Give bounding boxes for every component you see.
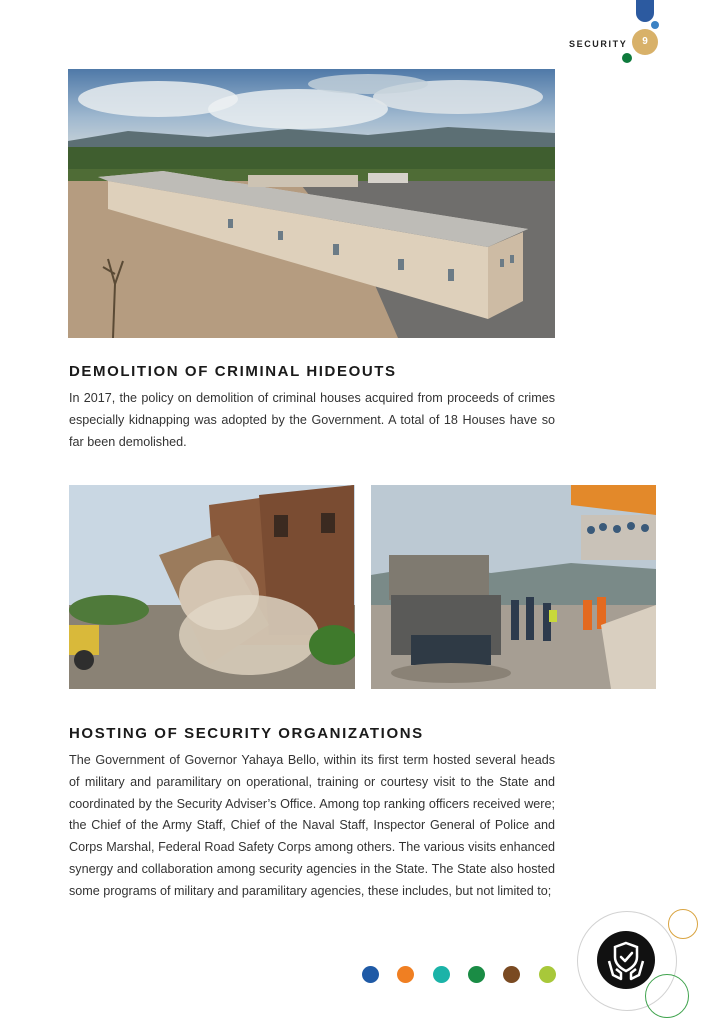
footer-dot	[468, 966, 485, 983]
footer-dot	[539, 966, 556, 983]
footer-dot	[433, 966, 450, 983]
header-decoration-pill	[636, 0, 654, 22]
shield-hands-icon	[597, 931, 655, 989]
section-heading-demolition: DEMOLITION OF CRIMINAL HIDEOUTS	[69, 363, 397, 380]
bulldozer-crowd-photo	[371, 485, 656, 689]
header-decoration-dot	[622, 53, 632, 63]
footer-dot	[397, 966, 414, 983]
hosting-paragraph: The Government of Governor Yahaya Bello, within its first term hosted several heads of military and paramilitary on operational, training or courtesy visit to the State and coordinated by the Security Adviser’s Office. Among top ranking officers received were; the Chief of the Army Staff, Chief of the Naval Staff, Inspector General of Police and Corps Marshal, Federal Road Safety Corps among others. The various visits enhanced synergy and collaboration among security agencies in the State. The State also hosted some programs of military and paramilitary agencies, these includes, but not limited to;	[69, 753, 555, 898]
section-label: SECURITY	[569, 39, 628, 49]
page-number: 9	[632, 29, 658, 55]
footer-dot	[503, 966, 520, 983]
demolition-photo	[69, 485, 355, 689]
building-photo	[68, 69, 555, 338]
section-heading-hosting: HOSTING OF SECURITY ORGANIZATIONS	[69, 725, 424, 742]
header-decoration-dot	[651, 21, 659, 29]
demolition-paragraph: In 2017, the policy on demolition of criminal houses acquired from proceeds of crimes especially kidnapping was adopted by the Government. A total of 18 Houses have so far been demolished.	[69, 391, 555, 449]
decorative-ring	[668, 909, 698, 939]
footer-dot	[362, 966, 379, 983]
